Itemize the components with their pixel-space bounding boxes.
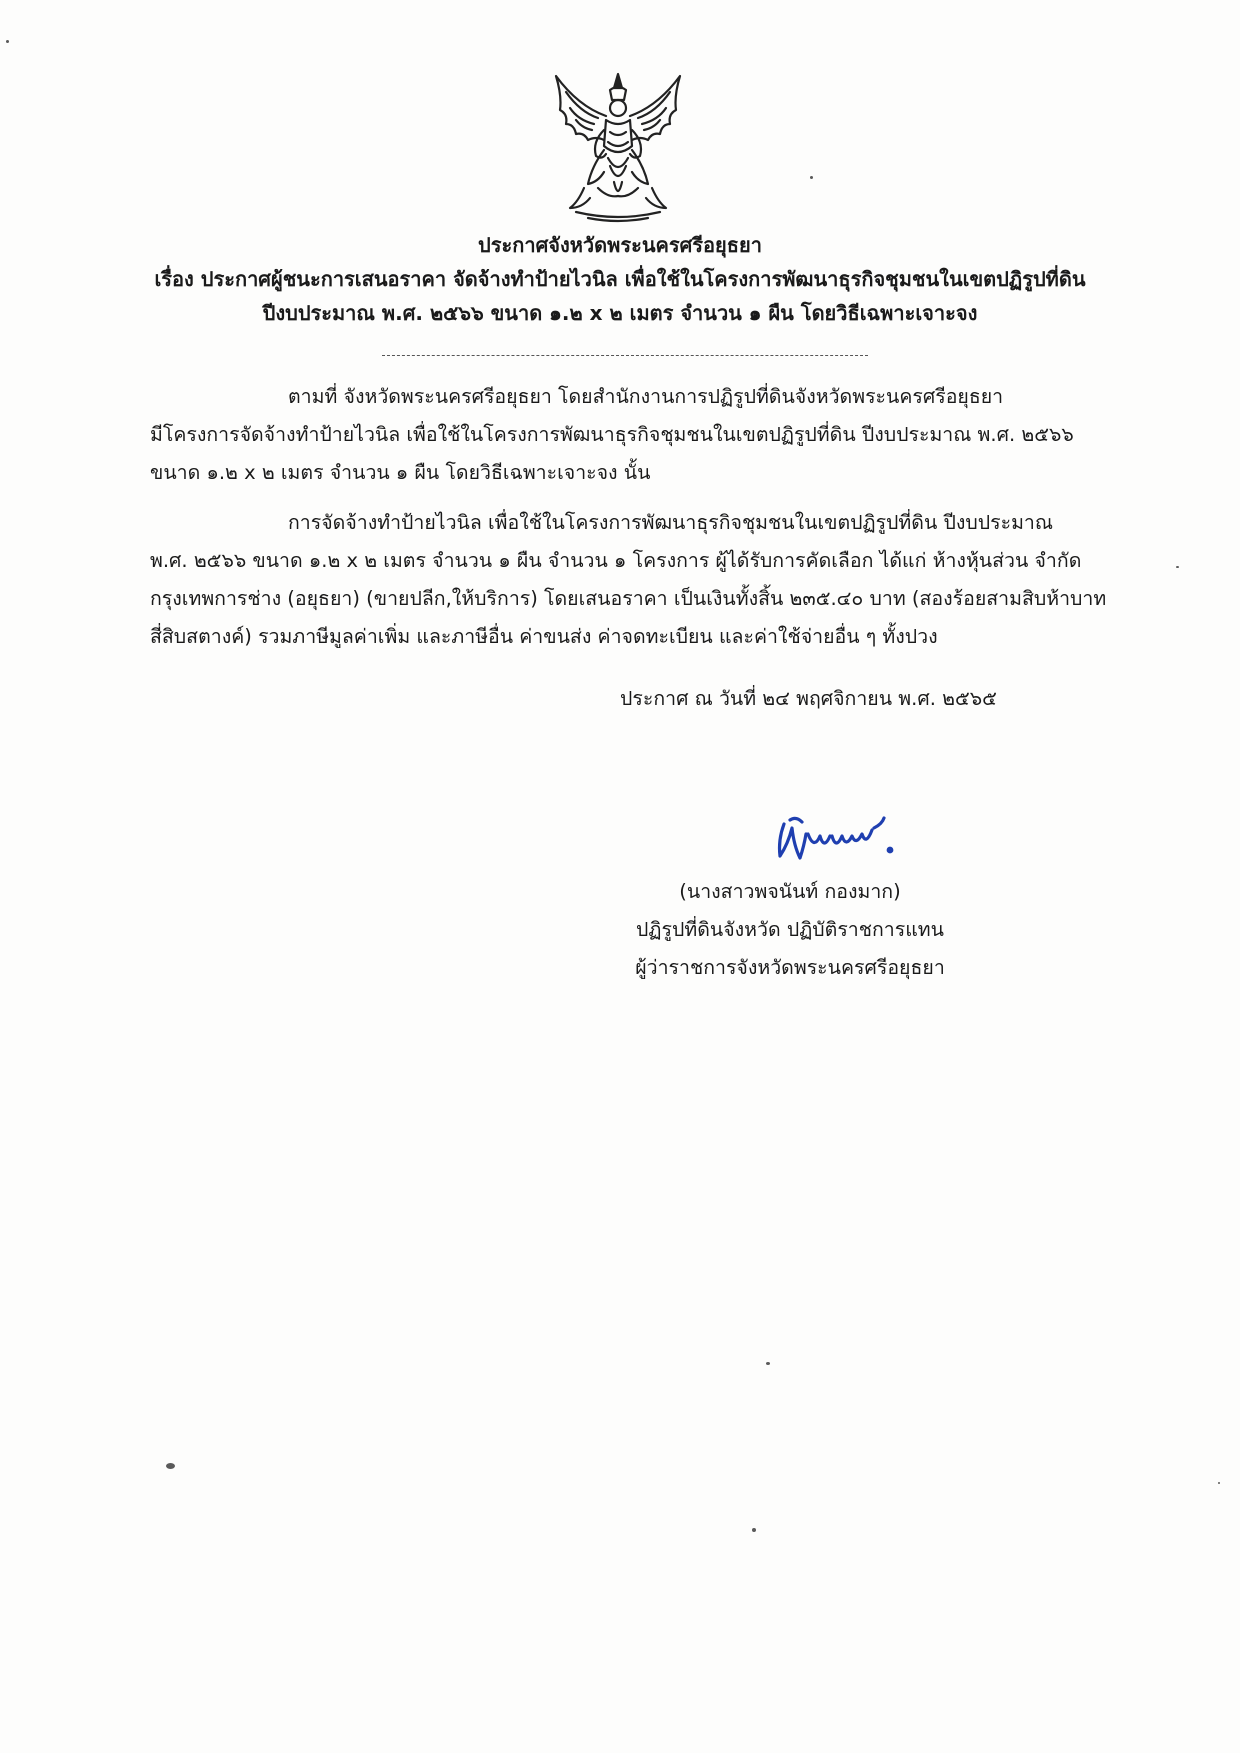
scan-speck (810, 176, 813, 179)
paragraph-line: การจัดจ้างทำป้ายไวนิล เพื่อใช้ในโครงการพัฒนาธุรกิจชุมชนในเขตปฏิรูปที่ดิน ปีงบประมาณ (288, 511, 1053, 534)
paragraph-line: พ.ศ. ๒๕๖๖ ขนาด ๑.๒ x ๒ เมตร จำนวน ๑ ผืน จำนวน ๑ โครงการ ผู้ได้รับการคัดเลือก ได้แก่ ห้างหุ้นส่วน จำกัด (150, 549, 1082, 572)
scan-speck (6, 40, 9, 43)
announcement-title (120, 228, 1120, 330)
paragraph-line: มีโครงการจัดจ้างทำป้ายไวนิล เพื่อใช้ในโครงการพัฒนาธุรกิจชุมชนในเขตปฏิรูปที่ดิน ปีงบประมาณ พ.ศ. ๒๕๖๖ (150, 423, 1074, 446)
scan-speck (1176, 566, 1179, 568)
garuda-emblem-icon (548, 66, 688, 226)
scan-speck (752, 1528, 756, 1532)
title-line-3: ปีงบประมาณ พ.ศ. ๒๕๖๖ ขนาด ๑.๒ x ๒ เมตร จำนวน ๑ ผืน โดยวิธีเฉพาะเจาะจง (262, 301, 978, 325)
signatory-name: (นางสาวพจนันท์ กองมาก) (679, 880, 901, 903)
paragraph-line: ตามที่ จังหวัดพระนครศรีอยุธยา โดยสำนักงานการปฏิรูปที่ดินจังหวัดพระนครศรีอยุธยา (288, 385, 1004, 408)
title-divider (382, 355, 868, 356)
paragraph-1 (150, 378, 1090, 492)
title-line-1: ประกาศจังหวัดพระนครศรีอยุธยา (478, 233, 762, 257)
announcement-date: ประกาศ ณ วันที่ ๒๔ พฤศจิกายน พ.ศ. ๒๕๖๕ (620, 687, 997, 710)
title-line-2: เรื่อง ประกาศผู้ชนะการเสนอราคา จัดจ้างทำป้ายไวนิล เพื่อใช้ในโครงการพัฒนาธุรกิจชุมชนในเขตปฏิรูปที่ดิน (154, 267, 1086, 291)
scan-speck (166, 1463, 175, 1469)
signatory-position-1: ปฏิรูปที่ดินจังหวัด ปฏิบัติราชการแทน (636, 918, 944, 941)
scan-speck (766, 1362, 770, 1365)
signatory-block (560, 873, 1020, 987)
handwritten-signature (770, 806, 920, 866)
scan-speck (1218, 1482, 1220, 1484)
paragraph-line: สี่สิบสตางค์) รวมภาษีมูลค่าเพิ่ม และภาษีอื่น ค่าขนส่ง ค่าจดทะเบียน และค่าใช้จ่ายอื่น ๆ ทั้งปวง (150, 625, 938, 648)
signatory-position-2: ผู้ว่าราชการจังหวัดพระนครศรีอยุธยา (635, 956, 945, 979)
paragraph-line: กรุงเทพการช่าง (อยุธยา) (ขายปลีก,ให้บริการ) โดยเสนอราคา เป็นเงินทั้งสิ้น ๒๓๕.๔๐ บาท (สองร้อยสามสิบห้าบาท (150, 587, 1107, 610)
paragraph-line: ขนาด ๑.๒ x ๒ เมตร จำนวน ๑ ผืน โดยวิธีเฉพาะเจาะจง นั้น (150, 461, 651, 484)
paragraph-2 (150, 504, 1107, 656)
